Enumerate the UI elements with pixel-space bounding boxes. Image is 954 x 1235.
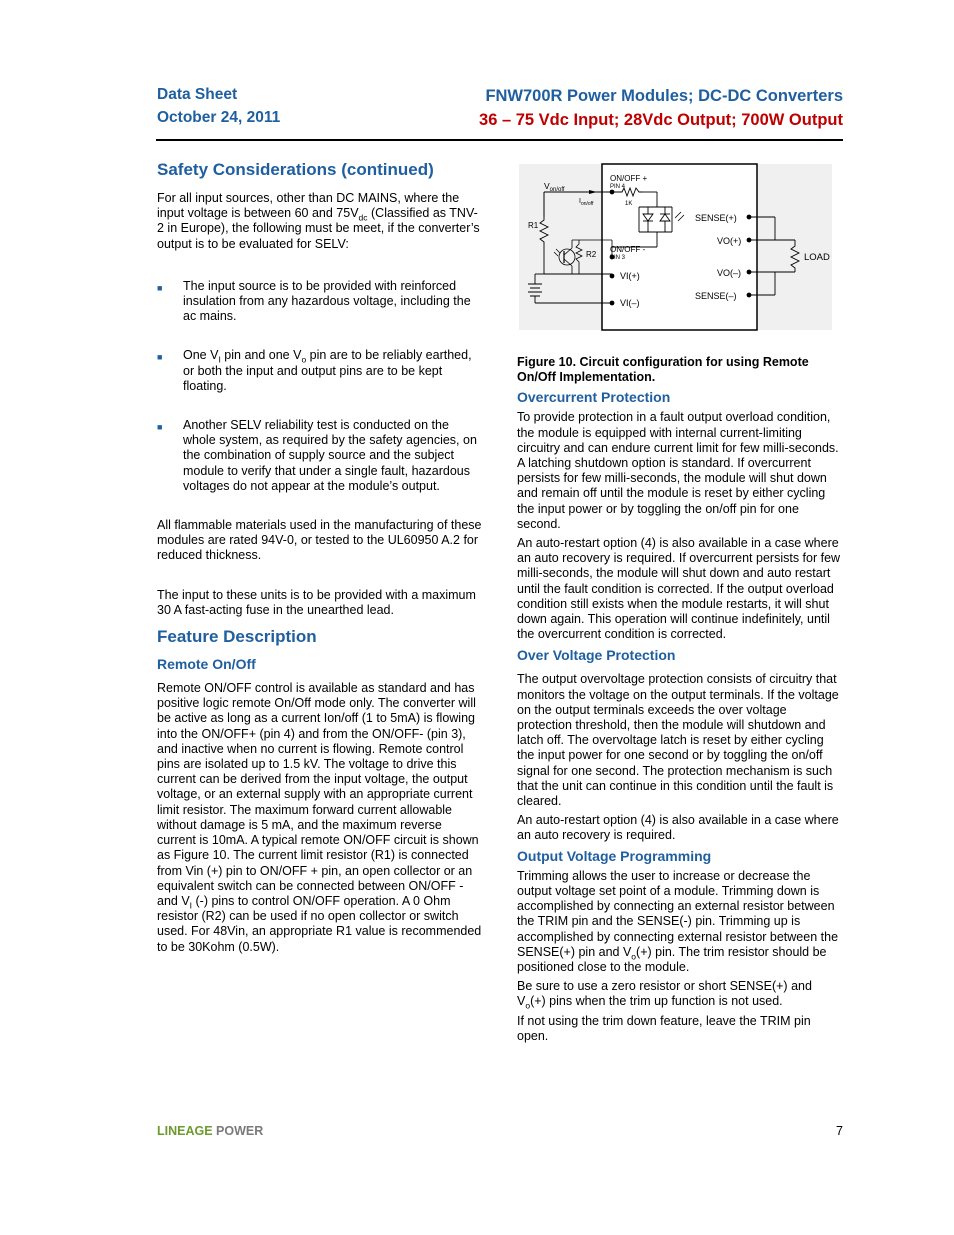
i-on-off-label: $I_{on/off}$ [579, 198, 594, 207]
left-column [157, 160, 484, 955]
square-bullet-icon: ■ [157, 282, 163, 293]
output-voltage-programming-heading: Output Voltage Programming [517, 847, 712, 864]
vi-plus-label: VI(+) [620, 271, 640, 281]
pin4-label: ON/OFF + [610, 174, 648, 183]
safety-heading: Safety Considerations (continued) [157, 160, 434, 179]
resistor-1k-label: 1K [625, 201, 633, 207]
vo-plus-label: VO(+) [717, 236, 742, 246]
load-label: LOAD [804, 252, 830, 263]
pin4-number: PIN 4 [610, 184, 626, 190]
footer-brand [157, 1124, 263, 1138]
doc-title: FNW700R Power Modules; DC-DC Converters [485, 87, 843, 105]
vi-minus-label: VI(–) [620, 298, 640, 308]
right-column [517, 355, 844, 1044]
pin3-label: ON/OFF - [610, 245, 646, 254]
overvoltage-heading: Over Voltage Protection [517, 647, 676, 664]
remote-heading: Remote On/Off [157, 656, 256, 673]
r1-label: R1 [528, 221, 539, 230]
list-item: ■ The input source is to be provided with reinforced insulation from any hazardous voltage, including the ac mains. [157, 278, 471, 324]
ovp-paragraph-1: Trimming allows the user to increase or decrease the output voltage set point of a module. Trimming down is accomplished by connecting an external resistor between the TRIM pin and the SENSE(-) pin. Trimming up is accomplished by connecting external resistor between the SENSE(+) pin and $V_o(+)$ pin. The trim resistor should be positioned close to the module. [517, 868, 839, 974]
overvoltage-paragraph-2: An auto-restart option (4) is also available in a case where an auto recovery is required. [517, 813, 839, 843]
overvoltage-paragraph-1: The output overvoltage protection consists of circuitry that monitors the voltage on the output terminals. If the voltage on the output terminals exceeds the over voltage protection threshold, then the module will shutdown and latch off. The overvoltage latch is reset by either cycling the input power for one second or by toggling the on/off signal for one second. The protection mechanism is such that the unit can continue in this condition until the fault is cleared. [517, 672, 839, 809]
header-rule [156, 139, 843, 141]
ovp-paragraph-3: If not using the trim down feature, leave the TRIM pin open. [517, 1013, 811, 1043]
doc-type-label: Data Sheet [157, 86, 238, 103]
remote-on-off-circuit-diagram [517, 162, 843, 334]
ovp-paragraph-2: Be sure to use a zero resistor or short SENSE(+) and $V_o(+)$ pins when the trim up function is not used. [517, 979, 812, 1011]
page-number: 7 [836, 1124, 843, 1138]
square-bullet-icon: ■ [157, 352, 163, 363]
footer-brand-lineage: LINEAGE [157, 1124, 213, 1138]
overcurrent-paragraph-2: An auto-restart option (4) is also available in a case where an auto recovery is required. If overcurrent persists for few milli-seconds, the module will shut down and auto restart until the fault condition is corrected. If the output overload condition still exists when the module restarts, it will shut down again. This operation will continue indefinitely, until the overcurrent condition is corrected. [517, 536, 841, 642]
safety-intro: For all input sources, other than DC MAINS, where the input voltage is between 60 and $75V_{dc}$ (Classified as TNV-2 in Europe), the following must be meet, if the converter’s output is to be evaluated for SELV: [157, 191, 480, 251]
footer-brand-power: POWER [216, 1124, 264, 1138]
r2-label: R2 [586, 250, 597, 259]
overcurrent-heading: Overcurrent Protection [517, 389, 671, 406]
list-item: ■ Another SELV reliability test is conducted on the whole system, as required by the safety agencies, on the combination of supply source and the subject module to verify that under a single fault, hazardous voltages do not appear at the module’s output. [157, 418, 477, 493]
feature-heading: Feature Description [157, 627, 317, 647]
list-item: ■ One $V_I$ pin and one $V_o$ pin are to be reliably earthed, or both the input and output pins are to be kept floating. [157, 348, 472, 393]
sense-plus-label: SENSE(+) [695, 213, 737, 223]
overcurrent-paragraph-1: To provide protection in a fault output overload condition, the module is equipped with internal current-limiting circuitry and can endure current limit for few milli-seconds. A latching shutdown option is standard. If overcurrent persists for few milli-seconds, the module will shut down and remain off until the module is reset by either cycling the input power or by toggling the on/off pin for one second. [517, 410, 839, 531]
remote-paragraph: Remote ON/OFF control is available as standard and has positive logic remote On/Off mode only. The converter will be active as long as a current Ion/off (1 to 5mA) is flowing into the ON/OFF+ (pin 4) and from the ON/OFF- (pin 3), and inactive when no current is flowing. Remote control pins are isolated up to 1.5 kV. The voltage to drive this current can be derived from the input voltage, the output voltage, or an external supply with an appropriate current limit resistor. The maximum forward current allowable without damage is 5 mA, and the maximum reverse current is 10mA. A typical remote ON/OFF circuit is shown as Figure 10. The current limit resistor (R1) is connected from Vin (+) pin to ON/OFF + pin, an open collector or an equivalent switch can be connected between ON/OFF - and $V_I$ (-) pins to control ON/OFF operation. A 0 Ohm resistor (R2) can be used if no open collector or switch used. For 48Vin, an appropriate R1 value is recommended to be 30Kohm (0.5W). [157, 681, 482, 954]
pin3-number: PIN 3 [610, 255, 626, 261]
doc-subtitle: 36 – 75 Vdc Input; 28Vdc Output; 700W Output [479, 111, 843, 129]
doc-date: October 24, 2011 [157, 109, 281, 126]
vo-minus-label: VO(–) [717, 268, 742, 278]
fuse-paragraph: The input to these units is to be provided with a maximum 30 A fast-acting fuse in the unearthed lead. [157, 587, 476, 617]
figure-caption: Figure 10. Circuit configuration for using Remote On/Off Implementation. [517, 355, 809, 385]
square-bullet-icon: ■ [157, 422, 163, 433]
sense-minus-label: SENSE(–) [695, 291, 737, 301]
v-on-off-label: $V_{on/off}$ [544, 181, 565, 193]
flammable-paragraph: All flammable materials used in the manufacturing of these modules are rated 94V-0, or tested to the UL60950 A.2 for reduced thickness. [157, 518, 482, 563]
